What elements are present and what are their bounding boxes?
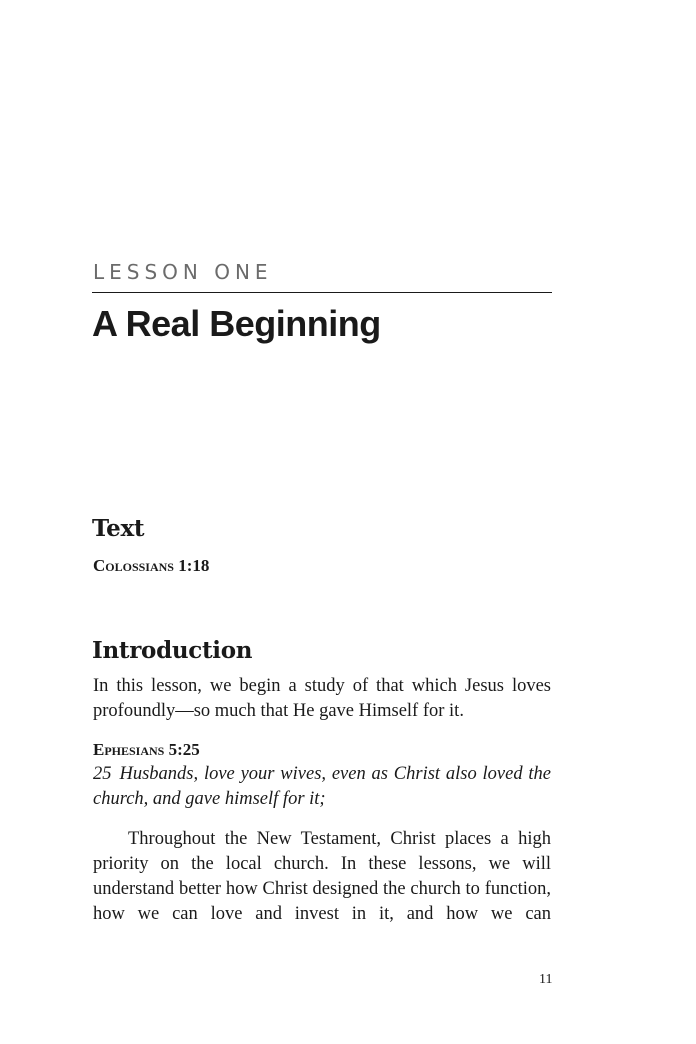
introduction-paragraph: In this lesson, we begin a study of that which Jesus loves profoundly—so much that He gave Himself for it. [93, 676, 551, 721]
verse-text: Husbands, love your wives, even as Christ also loved the church, and gave himself for it; [93, 764, 551, 809]
verse-number: 25 [93, 764, 112, 784]
body-paragraph: Throughout the New Testament, Christ places a high priority on the local church. In these lessons, we will understand better how Christ designed the church to function, how we can love and invest in it, and how we can [93, 829, 551, 924]
introduction-heading: Introduction [92, 637, 253, 664]
title-divider [92, 292, 552, 293]
lesson-label: LESSON ONE [93, 260, 273, 284]
scripture-reference: Ephesians 5:25 [93, 740, 200, 759]
text-reference: Colossians 1:18 [93, 556, 210, 575]
scripture-verse [93, 762, 551, 812]
page-number: 11 [539, 972, 553, 987]
lesson-title: A Real Beginning [92, 303, 381, 344]
text-heading: Text [92, 515, 145, 542]
